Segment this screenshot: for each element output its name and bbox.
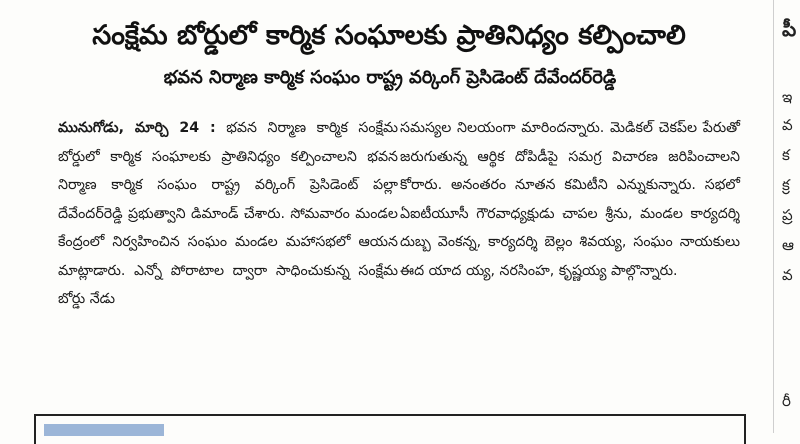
column-2-text: సమస్యల నిలయంగా మారిందన్నారు. మెడికల్ చెకప్‌ల పేరుతో జరుగుతున్న ఆర్థిక దోపిడీపై సమగ్ర విచారణ జరిపించాలని కోరారు. అనంతరం నూతన కమిటీని ఎన్నుకున్నారు. సభలో ఏఐటీయూసీ గౌరవాధ్యక్షుడు చాపల శ్రీను, మండల కార్యదర్శి దుబ్బ వెంకన్న, కార్యదర్శి బెల్లం శివయ్య, సంఘం నాయకులు ఈద యాద య్య, నరసింహ, కృష్ణయ్య పాల్గొన్నారు. (400, 120, 740, 279)
edge-char: క్ర (782, 176, 790, 194)
article-column-1 (58, 114, 398, 314)
adjacent-article-edge (780, 0, 800, 433)
column-1-text: భవన నిర్మాణ కార్మిక సంక్షేమ బోర్డులో కార్మిక సంఘాలకు ప్రాతినిధ్యం కల్పించాలని భవన నిర్మాణ కార్మిక సంఘం రాష్ట్ర వర్కింగ్ ప్రెసిడెంట్ పల్లా దేవేందర్‌రెడ్డి ప్రభుత్వాని డిమాండ్ చేశారు. సోమవారం మండల కేంద్రంలో నిర్వహించిన సంఘం మండల మహాసభలో ఆయన మాట్లాడారు. ఎన్నో పోరాటాల ద్వారా సాధించుకున్న సంక్షేమ బోర్డు నేడు (58, 120, 398, 307)
edge-char: వ (782, 116, 793, 134)
edge-char: ఇ (782, 88, 793, 106)
next-article-header-strip (44, 424, 164, 436)
edge-char: క (782, 146, 790, 164)
dateline: మునుగోడు, మార్చి 24 : (58, 120, 216, 136)
edge-char: రీ (782, 392, 791, 410)
subheadline: భవన నిర్మాణ కార్మిక సంఘం రాష్ట్ర వర్కింగ్ ప్రెసిడెంట్ దేవేందర్‌రెడ్డి (163, 67, 617, 88)
column-divider (773, 0, 774, 433)
edge-char: వ (782, 266, 793, 284)
headline: సంక్షేమ బోర్డులో కార్మిక సంఘాలకు ప్రాతినిధ్యం కల్పించాలి (92, 20, 686, 51)
edge-char: ప్ర (782, 206, 793, 224)
edge-char: పీ (782, 17, 797, 41)
article-column-2 (400, 114, 740, 285)
next-article-frame (34, 414, 746, 444)
edge-char: ఆ (782, 236, 794, 254)
article-paragraph-1 (58, 114, 398, 314)
